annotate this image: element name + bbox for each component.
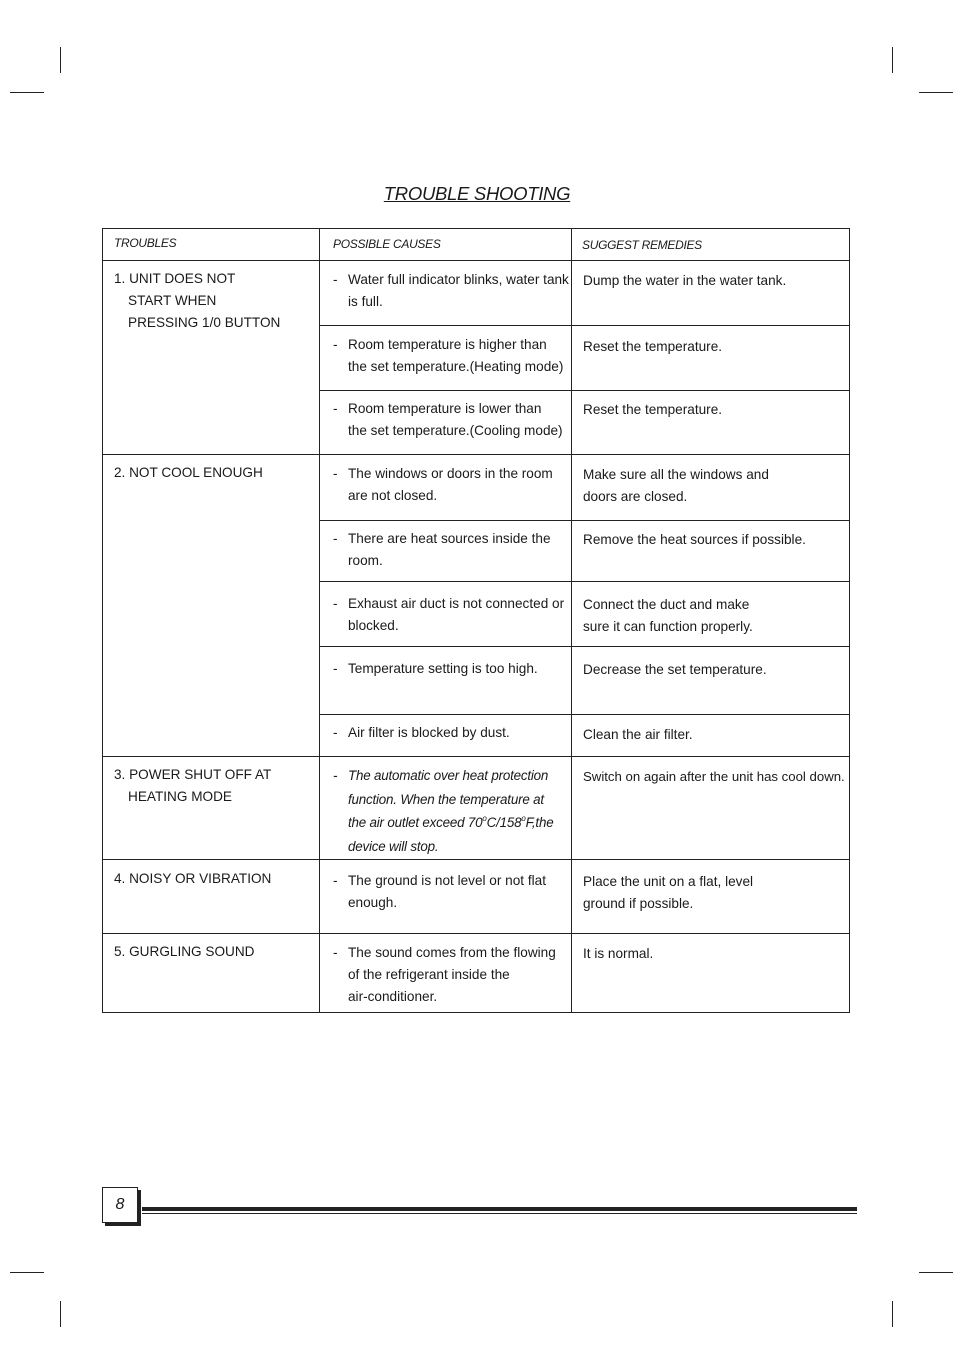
cause-11 — [320, 942, 556, 1008]
column-divider — [571, 229, 572, 1012]
bullet-dash: - — [333, 337, 338, 352]
cause-7 — [320, 658, 538, 680]
cause-line: The ground is not level or not flat — [348, 873, 546, 888]
remedy-3 — [583, 399, 722, 421]
cause-8 — [320, 722, 510, 744]
bullet-dash: - — [333, 531, 338, 546]
cause-3 — [320, 398, 563, 442]
cause-line: Exhaust air duct is not connected or — [348, 596, 565, 611]
remedy-6 — [583, 594, 753, 638]
remedy-line: Place the unit on a flat, level — [583, 874, 754, 889]
cause-line: Room temperature is higher than — [348, 337, 547, 352]
crop-mark — [892, 1301, 893, 1327]
remedy-line: Clean the air filter. — [583, 727, 693, 742]
trouble-line: 5. GURGLING SOUND — [114, 944, 255, 959]
remedy-line: doors are closed. — [583, 489, 688, 504]
bullet-dash: - — [333, 873, 338, 888]
cause-6 — [320, 593, 564, 637]
row-divider — [103, 859, 849, 860]
bullet-dash: - — [333, 272, 338, 287]
header-troubles: TROUBLES — [114, 236, 177, 250]
remedy-9 — [583, 766, 845, 788]
cause-line: The sound comes from the flowing — [348, 945, 556, 960]
cause-line: The automatic over heat protection — [348, 768, 549, 783]
page-number — [102, 1187, 138, 1223]
crop-mark — [60, 1301, 61, 1327]
remedy-1 — [583, 270, 786, 292]
row-divider — [319, 581, 849, 582]
cause-line: Room temperature is lower than — [348, 401, 542, 416]
crop-mark — [10, 92, 44, 93]
page-title: TROUBLE SHOOTING — [383, 183, 571, 204]
trouble-line: 4. NOISY OR VIBRATION — [114, 871, 272, 886]
cause-line: C/158 — [486, 815, 522, 830]
footer-rule — [142, 1207, 857, 1211]
remedy-8 — [583, 724, 693, 746]
degree-mark: o — [482, 814, 487, 823]
cause-line: Water full indicator blinks, water tank — [348, 272, 569, 287]
remedy-4 — [583, 464, 769, 508]
trouble-4 — [114, 868, 271, 890]
crop-mark — [919, 1272, 953, 1273]
cause-10 — [320, 870, 546, 914]
cause-line: Air filter is blocked by dust. — [348, 725, 510, 740]
cause-line: F,the — [525, 815, 554, 830]
cause-1 — [320, 269, 569, 313]
row-divider — [319, 520, 849, 521]
cause-line: is full. — [348, 294, 383, 309]
trouble-line: 1. UNIT DOES NOT — [114, 271, 236, 286]
trouble-line: 3. POWER SHUT OFF AT — [114, 767, 272, 782]
remedy-11 — [583, 943, 653, 965]
remedy-line: Switch on again after the unit has cool down. — [583, 769, 845, 784]
cause-line: the set temperature.(Cooling mode) — [348, 423, 563, 438]
row-divider — [103, 260, 849, 261]
cause-line: function. When the temperature at — [348, 791, 544, 807]
trouble-line: HEATING MODE — [128, 789, 232, 804]
cause-line: blocked. — [348, 618, 399, 633]
bullet-dash: - — [333, 661, 338, 676]
footer-rule-thin — [142, 1213, 857, 1214]
cause-line: the air outlet exceed 70 — [348, 815, 483, 830]
trouble-line: START WHEN — [128, 293, 217, 308]
trouble-2 — [114, 462, 263, 484]
crop-mark — [919, 92, 953, 93]
degree-mark: o — [521, 814, 526, 823]
bullet-dash: - — [333, 768, 338, 783]
cause-line: The windows or doors in the room — [348, 466, 553, 481]
bullet-dash: - — [333, 596, 338, 611]
page-number-text: 8 — [115, 1196, 125, 1213]
remedy-10 — [583, 871, 753, 915]
crop-mark — [892, 47, 893, 73]
cause-line: device will stop. — [348, 838, 439, 854]
crop-mark — [10, 1272, 44, 1273]
row-divider — [319, 646, 849, 647]
remedy-line: Remove the heat sources if possible. — [583, 532, 806, 547]
remedy-5 — [583, 529, 806, 551]
header-possible-causes: POSSIBLE CAUSES — [333, 237, 441, 251]
trouble-line: PRESSING 1/0 BUTTON — [128, 315, 281, 330]
cause-line: of the refrigerant inside the — [348, 967, 510, 982]
cause-9 — [320, 764, 553, 858]
trouble-5 — [114, 941, 255, 963]
row-divider — [319, 714, 849, 715]
troubleshooting-table — [102, 228, 850, 1013]
row-divider — [103, 933, 849, 934]
cause-line: are not closed. — [348, 488, 438, 503]
trouble-3 — [114, 764, 271, 808]
remedy-line: sure it can function properly. — [583, 619, 753, 634]
cause-4 — [320, 463, 553, 507]
cause-line: Temperature setting is too high. — [348, 661, 538, 676]
cause-line: enough. — [348, 895, 398, 910]
remedy-line: Reset the temperature. — [583, 402, 723, 417]
bullet-dash: - — [333, 466, 338, 481]
row-divider — [103, 454, 849, 455]
crop-mark — [60, 47, 61, 73]
bullet-dash: - — [333, 945, 338, 960]
remedy-7 — [583, 659, 767, 681]
remedy-line: Reset the temperature. — [583, 339, 723, 354]
cause-line: air-conditioner. — [348, 989, 438, 1004]
trouble-line: 2. NOT COOL ENOUGH — [114, 465, 263, 480]
cause-5 — [320, 528, 551, 572]
row-divider — [319, 325, 849, 326]
remedy-line: Connect the duct and make — [583, 597, 750, 612]
cause-line: room. — [348, 553, 383, 568]
bullet-dash: - — [333, 401, 338, 416]
header-suggest-remedies: SUGGEST REMEDIES — [582, 238, 702, 252]
remedy-line: Make sure all the windows and — [583, 467, 769, 482]
remedy-line: Decrease the set temperature. — [583, 662, 767, 677]
row-divider — [319, 390, 849, 391]
remedy-line: Dump the water in the water tank. — [583, 273, 787, 288]
row-divider — [103, 756, 849, 757]
remedy-2 — [583, 336, 722, 358]
cause-line: the set temperature.(Heating mode) — [348, 359, 564, 374]
cause-2 — [320, 334, 563, 378]
cause-line: There are heat sources inside the — [348, 531, 551, 546]
bullet-dash: - — [333, 725, 338, 740]
remedy-line: It is normal. — [583, 946, 654, 961]
remedy-line: ground if possible. — [583, 896, 694, 911]
trouble-1 — [114, 268, 280, 334]
